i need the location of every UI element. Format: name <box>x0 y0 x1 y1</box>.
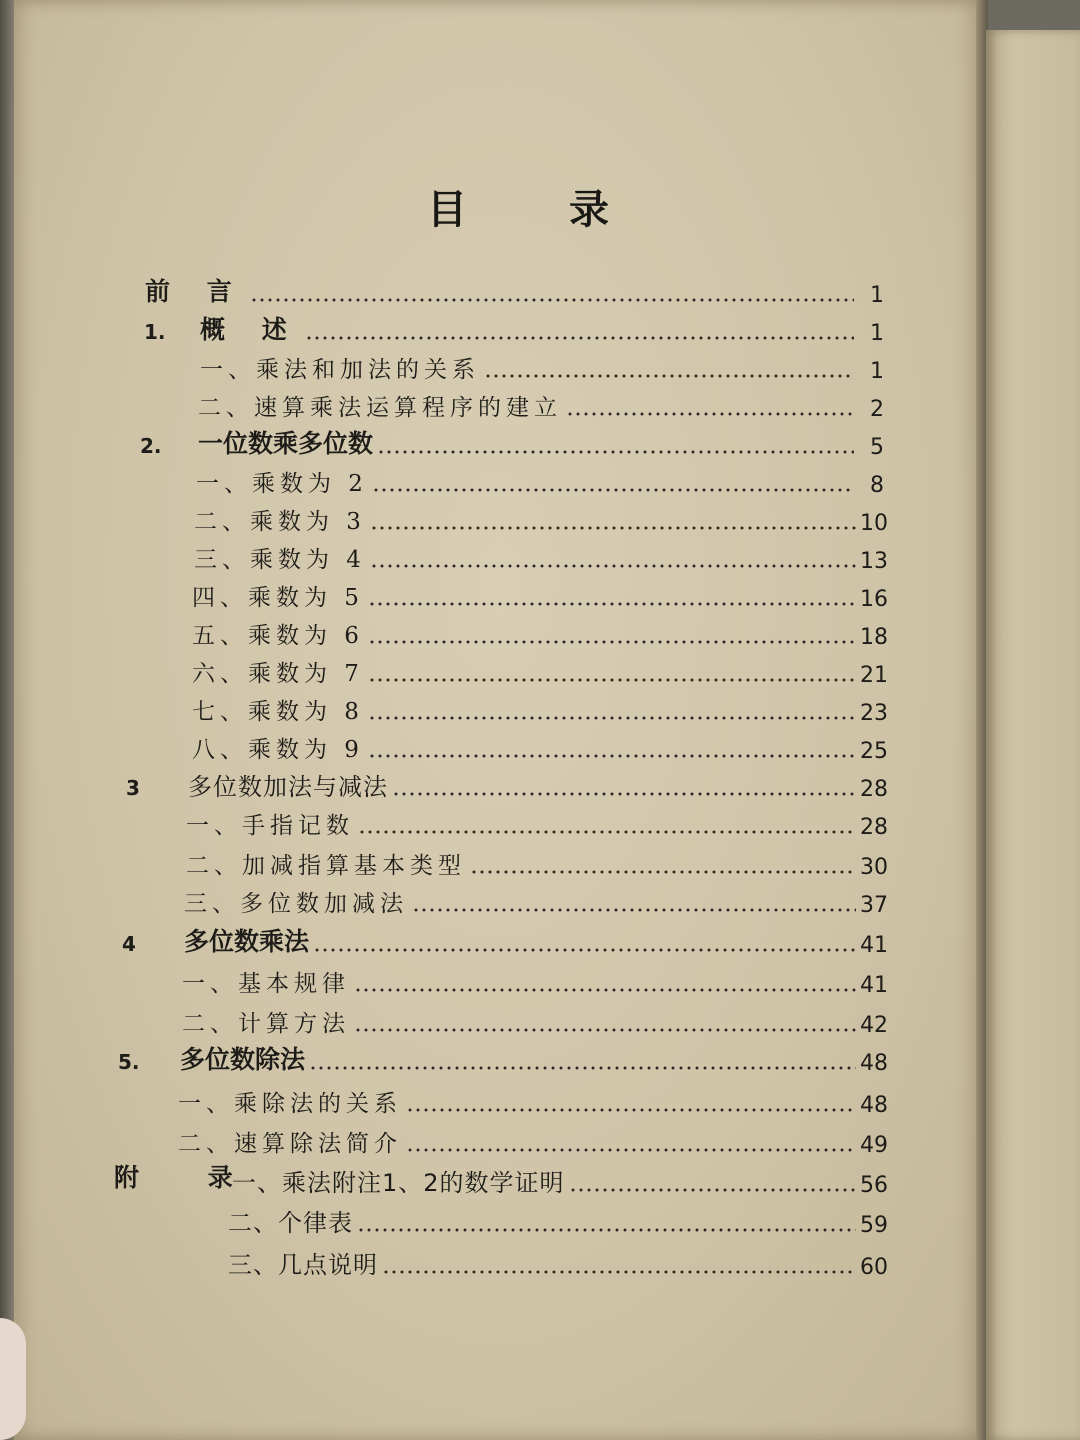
chapter-number: 3 <box>126 776 140 800</box>
toc-entry <box>192 658 888 688</box>
toc-entry-title: 一、基本规律 <box>182 971 350 997</box>
toc-entry-page: 13 <box>860 549 888 574</box>
toc-entry <box>198 392 884 422</box>
toc-entry-title: 八、乘数为 9 <box>192 737 364 763</box>
appendix-entry-title: 一、乘法附注1、2的数学证明 <box>232 1169 565 1197</box>
leader-dots <box>370 526 856 530</box>
toc-entry <box>192 734 888 764</box>
toc-entry-page: 18 <box>860 625 888 650</box>
appendix-label: 附 录 <box>114 1163 263 1192</box>
toc-entry-title: 六、乘数为 7 <box>192 661 364 687</box>
toc-entry-title: 三、乘数为 4 <box>194 547 366 573</box>
leader-dots <box>470 870 856 874</box>
toc-entry-title: 一位数乘多位数 <box>198 429 374 458</box>
leader-dots <box>370 564 856 568</box>
toc-entry <box>194 544 888 574</box>
toc-entry <box>178 1128 888 1158</box>
leader-dots <box>368 716 856 720</box>
leader-dots <box>484 374 854 378</box>
toc-entry <box>140 429 884 460</box>
leader-dots <box>569 1188 856 1192</box>
chapter-number: 4 <box>122 932 136 956</box>
leader-dots <box>392 792 856 796</box>
toc-entry <box>145 278 884 308</box>
leader-dots <box>305 336 854 340</box>
leader-dots <box>309 1066 856 1070</box>
toc-entry-title: 一、乘除法的关系 <box>178 1091 402 1117</box>
appendix-entry-title: 二、个律表 <box>228 1209 353 1237</box>
toc-entry-page: 2 <box>870 397 884 422</box>
toc-entry <box>182 968 888 998</box>
appendix-entry <box>228 1208 888 1238</box>
toc-entry-page: 23 <box>860 701 888 726</box>
leader-dots <box>382 1270 856 1274</box>
toc-entry-page: 48 <box>860 1093 888 1118</box>
toc-entry-page: 48 <box>860 1051 888 1076</box>
toc-entry-page: 28 <box>860 777 888 802</box>
toc-entry <box>118 1045 888 1076</box>
next-page-edge <box>986 30 1080 1440</box>
appendix-entry-page: 60 <box>860 1255 888 1280</box>
toc-entry-page: 5 <box>870 435 884 460</box>
leader-dots <box>377 450 854 454</box>
toc-entry <box>194 506 888 536</box>
toc-entry-page: 1 <box>870 359 884 384</box>
leader-dots <box>368 640 856 644</box>
toc-entry-title: 二、速算除法简介 <box>178 1131 402 1157</box>
toc-entry <box>122 927 888 958</box>
toc-entry <box>126 772 888 802</box>
leader-dots <box>412 908 856 912</box>
chapter-number: 5. <box>118 1050 140 1074</box>
toc-entry-page: 41 <box>860 973 888 998</box>
toc-entry-page: 37 <box>860 893 888 918</box>
toc-entry <box>186 810 888 840</box>
toc-entry-page: 1 <box>870 283 884 308</box>
toc-entry-title: 二、加减指算基本类型 <box>186 853 466 879</box>
leader-dots <box>368 602 856 606</box>
toc-entry-page: 10 <box>860 511 888 536</box>
toc-entry-page: 1 <box>870 321 884 346</box>
chapter-number: 1. <box>144 320 166 344</box>
leader-dots <box>313 948 856 952</box>
thumb <box>0 1318 26 1440</box>
toc-entry-title: 多位数加法与减法 <box>188 773 388 801</box>
toc-entry <box>192 696 888 726</box>
toc-entry <box>178 1088 888 1118</box>
toc-entry <box>192 620 888 650</box>
toc-entry-page: 28 <box>860 815 888 840</box>
appendix-entry-page: 59 <box>860 1213 888 1238</box>
appendix-entry-page: 56 <box>860 1173 888 1198</box>
toc-entry <box>200 354 884 384</box>
toc-entry-page: 49 <box>860 1133 888 1158</box>
toc-entry-title: 多位数乘法 <box>184 927 310 956</box>
leader-dots <box>250 298 854 302</box>
toc-entry-title: 二、速算乘法运算程序的建立 <box>198 395 562 421</box>
toc-entry-title: 三、多位数加减法 <box>184 891 408 917</box>
leader-dots <box>372 488 854 492</box>
toc-entry-page: 21 <box>860 663 888 688</box>
chapter-number: 2. <box>140 434 162 458</box>
toc-entry-title: 二、乘数为 3 <box>194 509 366 535</box>
toc-entry-page: 16 <box>860 587 888 612</box>
toc-entry <box>182 1008 888 1038</box>
leader-dots <box>368 678 856 682</box>
toc-entry-title: 一、乘法和加法的关系 <box>200 357 480 383</box>
leader-dots <box>368 754 856 758</box>
toc-entry <box>186 850 888 880</box>
toc-entry <box>192 582 888 612</box>
leader-dots <box>354 1028 856 1032</box>
toc-entry-title: 多位数除法 <box>180 1045 306 1074</box>
toc-entry-title: 一、乘数为 2 <box>196 471 368 497</box>
page-title: 目 录 <box>427 187 653 233</box>
leader-dots <box>406 1108 856 1112</box>
toc-entry <box>196 468 884 498</box>
leader-dots <box>357 1228 856 1232</box>
toc-entry-title: 一、手指记数 <box>186 813 354 839</box>
toc-entry-title: 前 言 <box>145 277 246 306</box>
toc-entry-title: 四、乘数为 5 <box>192 585 364 611</box>
toc-entry-page: 42 <box>860 1013 888 1038</box>
toc-entry-title: 概 述 <box>200 315 301 344</box>
leader-dots <box>406 1148 856 1152</box>
toc-entry-page: 41 <box>860 933 888 958</box>
leader-dots <box>358 830 856 834</box>
appendix-entry <box>232 1168 888 1198</box>
appendix-entry-title: 三、几点说明 <box>228 1251 378 1279</box>
toc-entry-title: 五、乘数为 6 <box>192 623 364 649</box>
toc-entry <box>184 888 888 918</box>
toc-entry-page: 8 <box>870 473 884 498</box>
leader-dots <box>354 988 856 992</box>
toc-entry-page: 25 <box>860 739 888 764</box>
toc-entry-title: 二、计算方法 <box>182 1011 350 1037</box>
leader-dots <box>566 412 854 416</box>
toc-entry <box>144 315 884 346</box>
toc-entry-page: 30 <box>860 855 888 880</box>
toc-entry-title: 七、乘数为 8 <box>192 699 364 725</box>
appendix-entry <box>228 1250 888 1280</box>
